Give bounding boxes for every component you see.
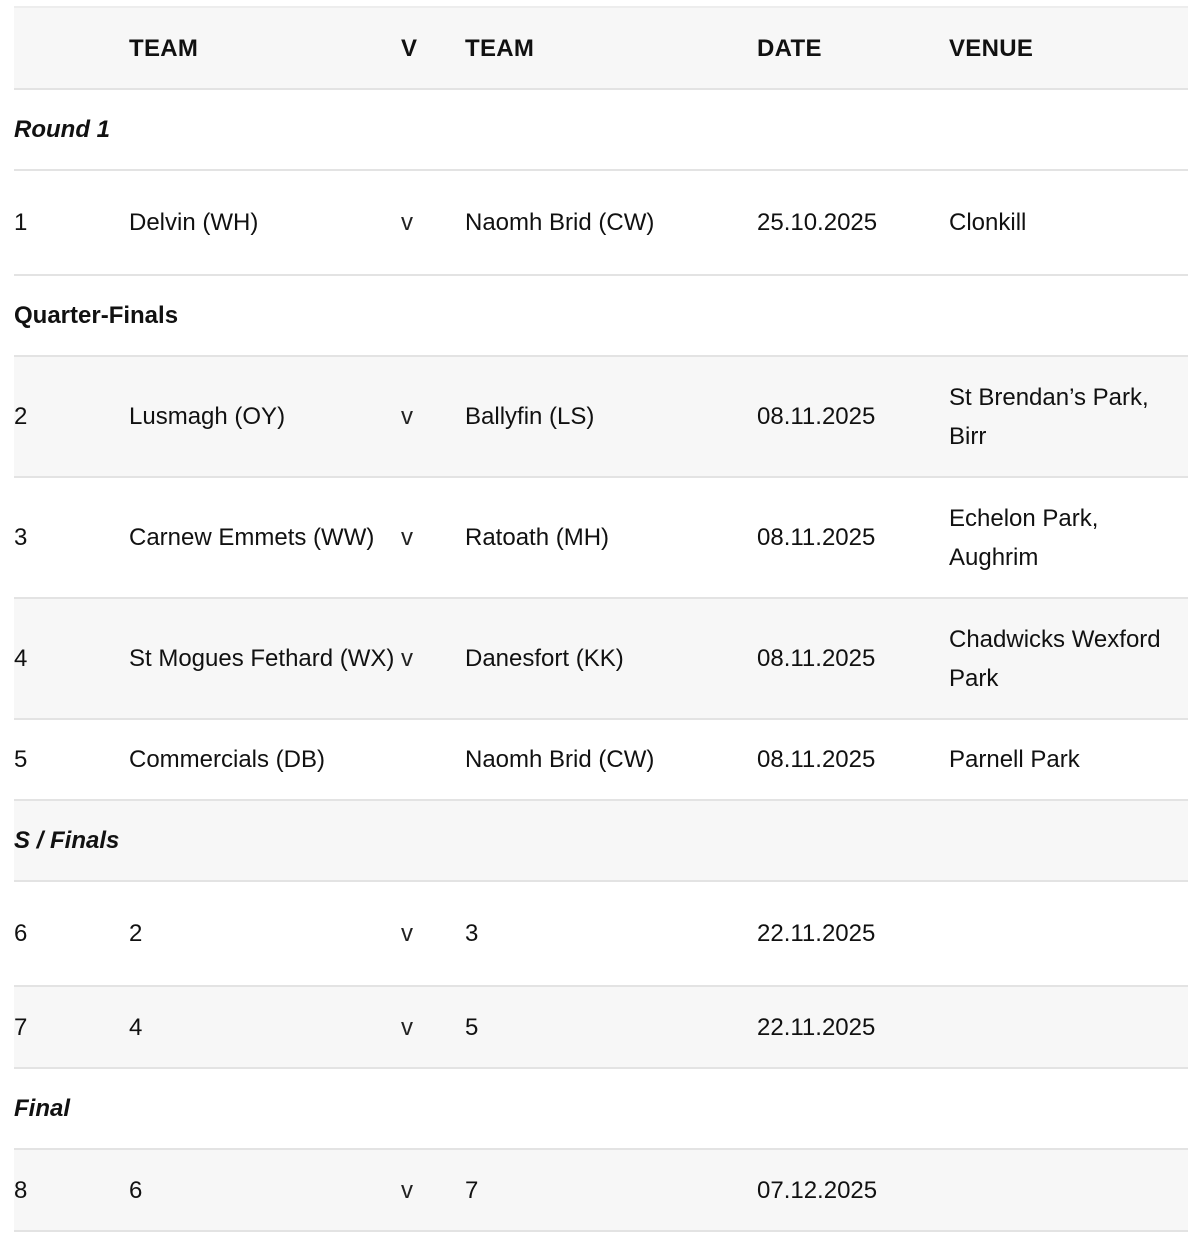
- round-row-quarter-finals: [14, 275, 1188, 356]
- match-number: 1: [14, 170, 129, 275]
- match-date: 08.11.2025: [757, 356, 949, 477]
- away-team: Danesfort (KK): [465, 598, 757, 719]
- header-team-away: TEAM: [465, 7, 757, 89]
- table-row: [14, 1149, 1188, 1231]
- match-venue: Chadwicks Wexford Park: [949, 598, 1188, 719]
- match-date: 07.12.2025: [757, 1149, 949, 1231]
- header-venue: VENUE: [949, 7, 1188, 89]
- match-venue: [949, 881, 1188, 986]
- match-date: 22.11.2025: [757, 986, 949, 1068]
- table-row: [14, 881, 1188, 986]
- versus: v: [401, 356, 465, 477]
- match-number: 4: [14, 598, 129, 719]
- home-team: 4: [129, 986, 401, 1068]
- match-number: 8: [14, 1149, 129, 1231]
- table-row: [14, 598, 1188, 719]
- header-num: [14, 7, 129, 89]
- match-venue: Clonkill: [949, 170, 1188, 275]
- table-row: [14, 170, 1188, 275]
- table-row: [14, 719, 1188, 800]
- versus: [401, 719, 465, 800]
- header-team-home: TEAM: [129, 7, 401, 89]
- match-number: 3: [14, 477, 129, 598]
- away-team: Naomh Brid (CW): [465, 719, 757, 800]
- table-row: [14, 477, 1188, 598]
- match-venue: [949, 986, 1188, 1068]
- home-team: Delvin (WH): [129, 170, 401, 275]
- table-row: [14, 356, 1188, 477]
- home-team: Lusmagh (OY): [129, 356, 401, 477]
- round-label: S / Finals: [14, 800, 1188, 881]
- header-date: DATE: [757, 7, 949, 89]
- match-venue: Parnell Park: [949, 719, 1188, 800]
- round-row-semi-finals: [14, 800, 1188, 881]
- match-venue: [949, 1149, 1188, 1231]
- home-team: 6: [129, 1149, 401, 1231]
- match-venue: Echelon Park, Aughrim: [949, 477, 1188, 598]
- round-row-final: [14, 1068, 1188, 1149]
- match-number: 5: [14, 719, 129, 800]
- match-number: 2: [14, 356, 129, 477]
- home-team: Commercials (DB): [129, 719, 401, 800]
- round-row-round-1: [14, 89, 1188, 170]
- away-team: 5: [465, 986, 757, 1068]
- match-number: 7: [14, 986, 129, 1068]
- away-team: Ratoath (MH): [465, 477, 757, 598]
- versus: v: [401, 986, 465, 1068]
- versus: v: [401, 1149, 465, 1231]
- round-label: Quarter-Finals: [14, 275, 1188, 356]
- match-date: 08.11.2025: [757, 477, 949, 598]
- home-team: Carnew Emmets (WW): [129, 477, 401, 598]
- table-header: [14, 7, 1188, 89]
- away-team: Naomh Brid (CW): [465, 170, 757, 275]
- match-number: 6: [14, 881, 129, 986]
- match-venue: St Brendan’s Park, Birr: [949, 356, 1188, 477]
- match-date: 22.11.2025: [757, 881, 949, 986]
- header-versus: V: [401, 7, 465, 89]
- match-date: 25.10.2025: [757, 170, 949, 275]
- table-row: [14, 986, 1188, 1068]
- round-label: Round 1: [14, 89, 1188, 170]
- away-team: 3: [465, 881, 757, 986]
- home-team: 2: [129, 881, 401, 986]
- match-date: 08.11.2025: [757, 598, 949, 719]
- round-label: Final: [14, 1068, 1188, 1149]
- versus: v: [401, 881, 465, 986]
- versus: v: [401, 598, 465, 719]
- home-team: St Mogues Fethard (WX): [129, 598, 401, 719]
- versus: v: [401, 477, 465, 598]
- versus: v: [401, 170, 465, 275]
- away-team: 7: [465, 1149, 757, 1231]
- match-date: 08.11.2025: [757, 719, 949, 800]
- away-team: Ballyfin (LS): [465, 356, 757, 477]
- fixtures-table: [14, 6, 1188, 1232]
